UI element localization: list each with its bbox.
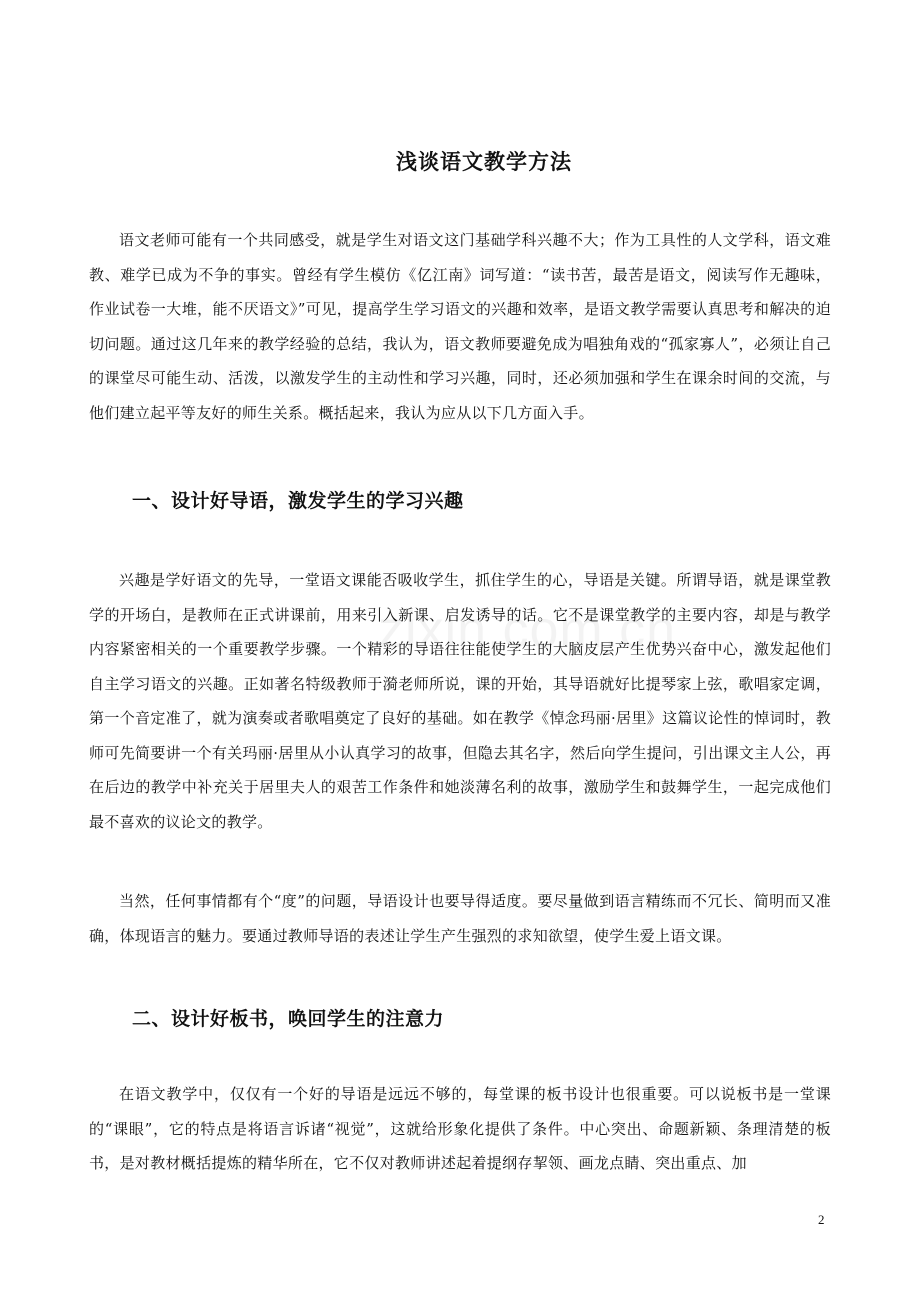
section-1-paragraph-1: 兴趣是学好语文的先导，一堂语文课能否吸收学生，抓住学生的心，导语是关键。所谓导语，就是课堂教学的开场白，是教师在正式讲课前，用来引入新课、启发诱导的话。它不是课堂教学的主要内容，却是与教学内容紧密相关的一个重要教学步骤。一个精彩的导语往往能使学生的大脑皮层产生优势兴奋中心，激发起他们自主学习语文的兴趣。正如著名特级教师于漪老师所说，课的开始，其导语就好比提琴家上弦，歌唱家定调，第一个音定准了，就为演奏或者歌唱奠定了良好的基础。如在教学《悼念玛丽·居里》这篇议论性的悼词时，教师可先简要讲一个有关玛丽·居里从小认真学习的故事，但隐去其名字，然后向学生提问，引出课文主人公，再在后边的教学中补充关于居里夫人的艰苦工作条件和她淡薄名利的故事，激励学生和鼓舞学生，一起完成他们最不喜欢的议论文的教学。 — [89, 571, 831, 831]
document-title: 浅谈语文教学方法 — [396, 150, 572, 174]
section-2-heading: 二、设计好板书，唤回学生的注意力 — [132, 1008, 445, 1030]
section-1-heading: 一、设计好导语，激发学生的学习兴趣 — [132, 490, 464, 512]
section-2-paragraph-1: 在语文教学中，仅仅有一个好的导语是远远不够的，每堂课的板书设计也很重要。可以说板书是一堂课的“课眼”，它的特点是将语言诉诸“视觉”，这就给形象化提供了条件。中心突出、命题新颖、条理清楚的板书，是对教材概括提炼的精华所在，它不仅对教师讲述起着提纲存挈领、画龙点睛、突出重点、加 — [89, 1085, 831, 1172]
section-1-paragraph-2: 当然，任何事情都有个“度”的问题，导语设计也要导得适度。要尽量做到语言精练而不冗长、简明而又准确，体现语言的魅力。要通过教师导语的表述让学生产生强烈的求知欲望，使学生爱上语文课。 — [89, 892, 831, 945]
intro-paragraph: 语文老师可能有一个共同感受，就是学生对语文这门基础学科兴趣不大；作为工具性的人文学科，语文难教、难学已成为不争的事实。曾经有学生模仿《亿江南》词写道：“读书苦，最苦是语文，阅读写作无趣味，作业试卷一大堆，能不厌语文》”可见，提高学生学习语文的兴趣和效率，是语文教学需要认真思考和解决的迫切问题。通过这几年来的教学经验的总结，我认为，语文教师要避免成为唱独角戏的“孤家寡人”，必须让自己的课堂尽可能生动、活泼，以激发学生的主动性和学习兴趣，同时，还必须加强和学生在课余时间的交流，与他们建立起平等友好的师生关系。概括起来，我认为应从以下几方面入手。 — [89, 231, 831, 422]
page-number: 2 — [818, 1212, 825, 1227]
